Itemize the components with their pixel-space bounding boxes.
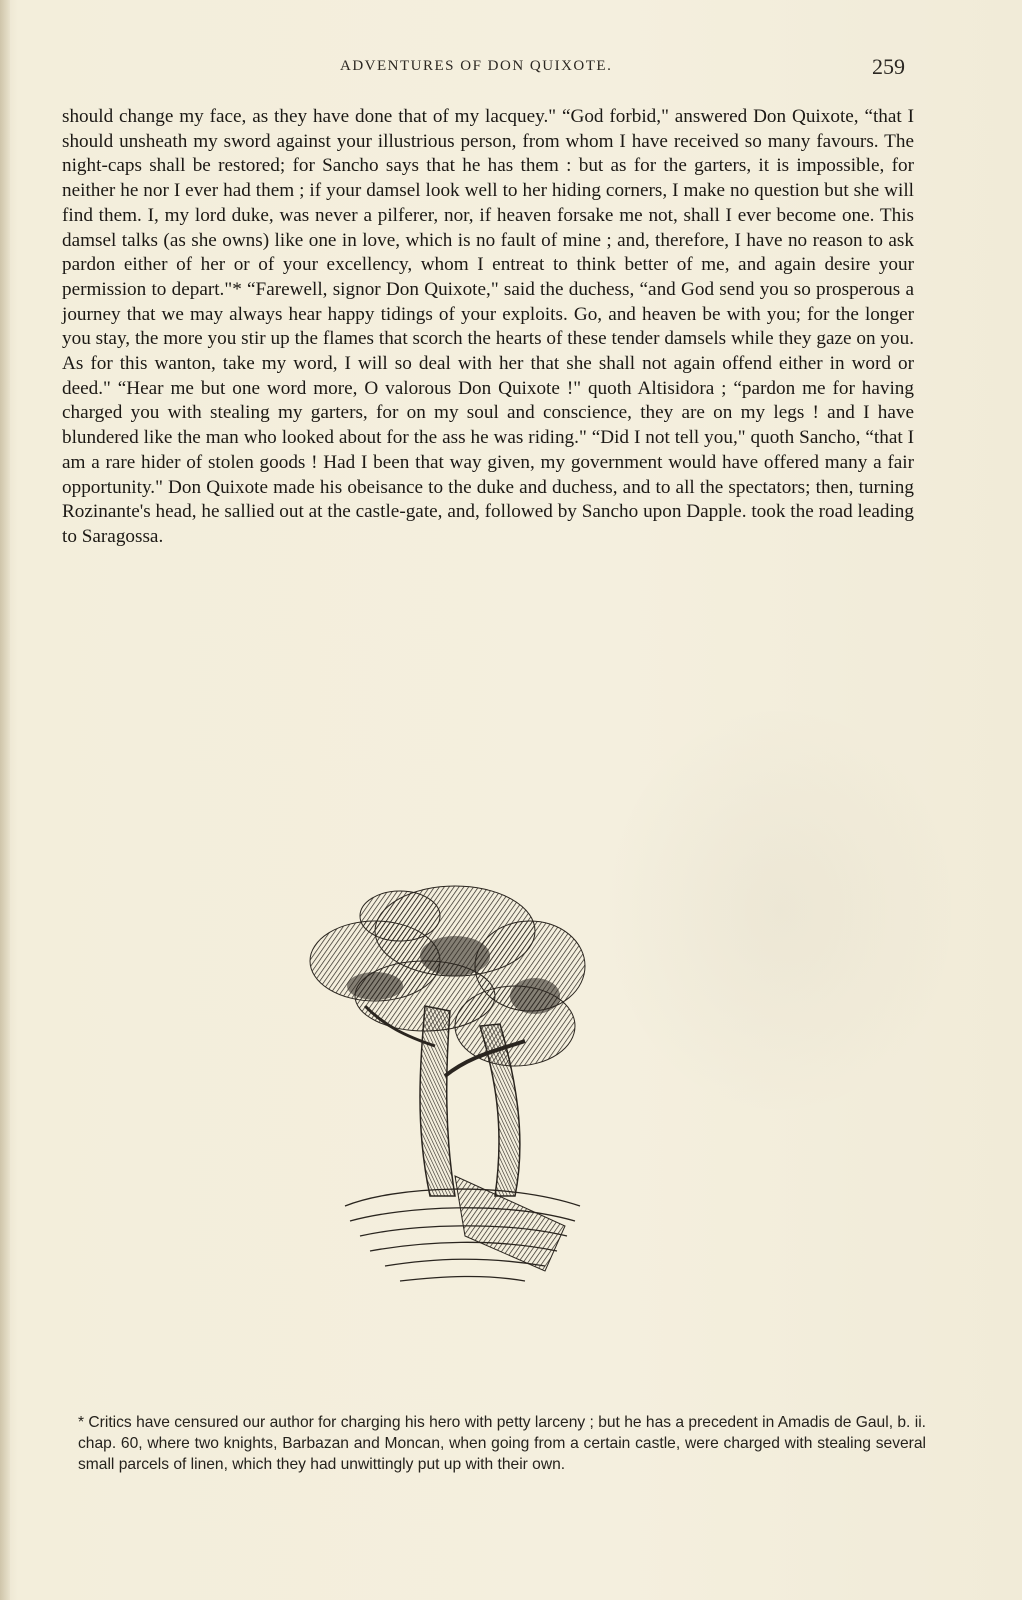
tree-vignette-illustration	[305, 876, 605, 1306]
show-through-shadow	[600, 700, 960, 1120]
footnote: * Critics have censured our author for charging his hero with petty larceny ; but he has a precedent in Amadis de Gaul, b. ii. chap. 60, where two knights, Barbazan and Moncan, when going from a certain castle, were charged with stealing several small parcels of linen, which they had unwittingly put up with their own.	[78, 1414, 926, 1473]
running-title: ADVENTURES OF DON QUIXOTE.	[340, 58, 613, 74]
body-paragraph: should change my face, as they have done that of my lacquey." “God forbid," answered Don Quixote, “that I should unsheath my sword against your illustrious person, from whom I have received so many favours. The night-caps shall be restored; for Sancho says that he has them : but as for the garters, it is impossible, for neither he nor I ever had them ; if your damsel look well to her hiding corners, I make no question but she will find them. I, my lord duke, was never a pilferer, nor, if heaven forsake me not, shall I ever become one. This damsel talks (as she owns) like one in love, which is no fault of mine ; and, therefore, I have no reason to ask pardon either of her or of your excellency, whom I entreat to think better of me, and again desire your permission to depart."* “Farewell, signor Don Quixote," said the duchess, “and God send you so prosperous a journey that we may always hear happy tidings of your exploits. Go, and heaven be with you; for the longer you stay, the more you stir up the flames that scorch the hearts of these tender damsels while they gaze on you. As for this wanton, take my word, I will so deal with her that she shall not again offend either in word or deed." “Hear me but one word more, O valorous Don Quixote !" quoth Altisidora ; “pardon me for having charged you with stealing my garters, for on my soul and conscience, they are on my legs ! and I have blundered like the man who looked about for the ass he was riding." “Did I not tell you," quoth Sancho, “that I am a rare hider of stolen goods ! Had I been that way given, my government would have offered many a fair opportunity." Don Quixote made his obeisance to the duke and duchess, and to all the spectators; then, turning Rozinante's head, he sallied out at the castle-gate, and, followed by Sancho upon Dapple. took the road leading to Saragossa.	[62, 106, 914, 547]
page-gutter	[0, 0, 10, 1600]
page-number: 259	[872, 54, 905, 79]
tree-trunk	[365, 1006, 525, 1196]
